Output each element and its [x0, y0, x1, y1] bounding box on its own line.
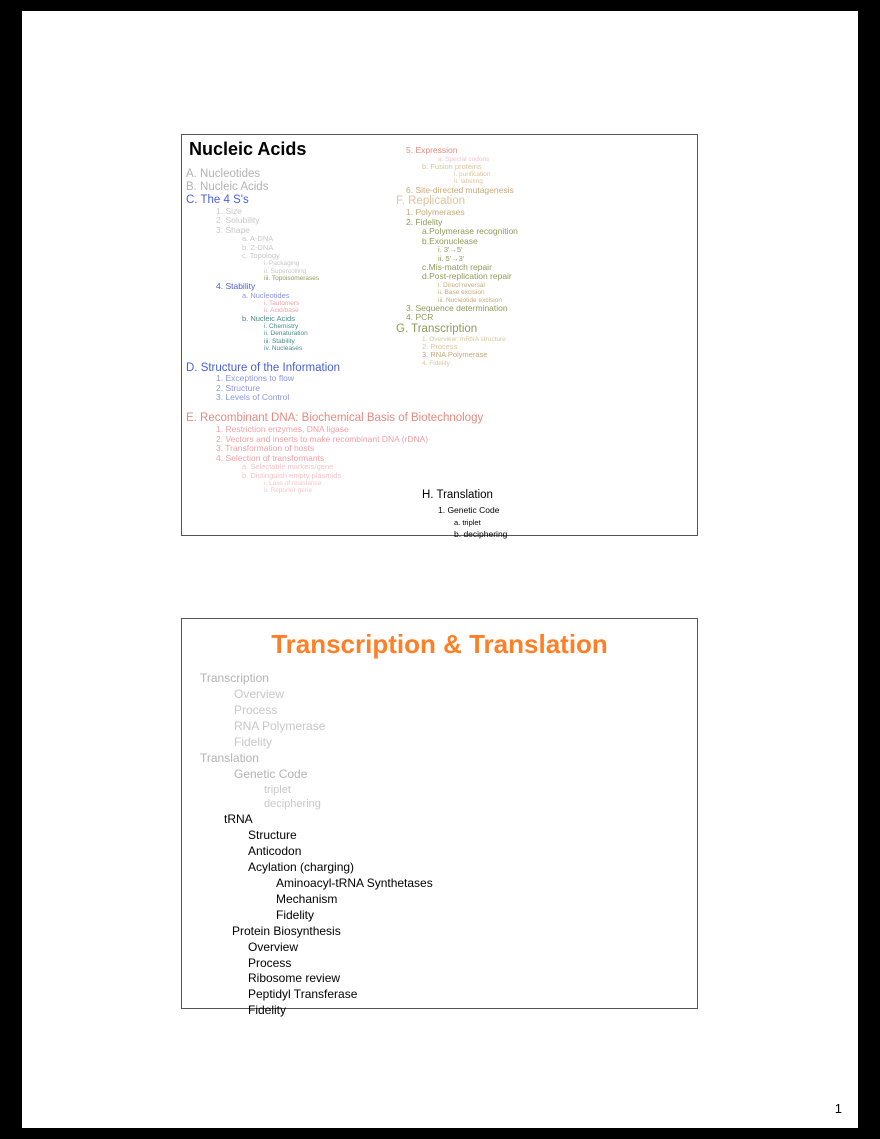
outline-line: 4. Fidelity	[422, 359, 450, 367]
outline-line: 2. Solubility	[216, 215, 260, 226]
outline-line: G. Transcription	[396, 322, 478, 335]
outline-line: Mechanism	[276, 891, 338, 906]
outline-line: H. Translation	[422, 489, 493, 501]
outline-line: 4. PCR	[406, 312, 434, 323]
outline-line: iii. Topoisomerases	[264, 274, 320, 282]
outline-line: iv. Nucleases	[264, 344, 303, 352]
outline-line: b. Nucleic Acids	[242, 313, 295, 323]
outline-line: 4. Stability	[216, 281, 256, 292]
outline-line: 1. Overview: mRNA structure	[422, 335, 506, 343]
outline-line: i. purification	[454, 171, 491, 179]
outline-line: Fidelity	[248, 1003, 287, 1018]
outline-line: ii. Denaturation	[264, 330, 308, 338]
outline-line	[186, 403, 436, 413]
outline-line: Protein Biosynthesis	[232, 923, 341, 938]
outline-line: Genetic Code	[234, 766, 308, 781]
outline-line: E. Recombinant DNA: Biochemical Basis of Biotechnology	[186, 412, 484, 425]
outline-line: 3. Sequence determination	[406, 302, 508, 313]
outline-line: ii. labeling	[454, 178, 483, 186]
outline-line: Translation	[200, 750, 259, 765]
slide1-bottom-outline	[392, 487, 697, 541]
outline-line: Overview	[248, 939, 299, 954]
outline-line: i. Loss of resistance	[264, 480, 322, 488]
outline-line: a.Polymerase recognition	[422, 226, 518, 237]
outline-line: iii. Stability	[264, 337, 295, 345]
outline-line: 1. Restriction enzymes, DNA ligase	[216, 424, 349, 435]
outline-line: b. Distinguish empty plasmids	[242, 470, 342, 480]
outline-line: Aminoacyl-tRNA Synthetases	[276, 875, 433, 890]
outline-line: 6. Site-directed mutagenesis	[406, 184, 514, 195]
outline-line: 3. Levels of Control	[216, 392, 290, 403]
outline-line: 1. Exceptions to flow	[216, 373, 294, 384]
outline-line: 2. Fidelity	[406, 216, 443, 227]
outline-line: ii. Reporter gene	[264, 487, 313, 495]
outline-line: d.Post-replication repair	[422, 271, 512, 282]
slide2-title: Transcription & Translation	[271, 629, 608, 659]
outline-line: 5. Expression	[406, 145, 458, 155]
outline-line: 2. Process	[422, 341, 458, 351]
outline-line: D. Structure of the Information	[186, 361, 341, 374]
outline-line: Anticodon	[248, 843, 302, 858]
outline-line: Structure	[248, 827, 297, 842]
outline-line: i. Tautomers	[264, 300, 300, 308]
outline-line: 1. Size	[216, 205, 242, 216]
outline-line: ii. 5'→3'	[438, 253, 465, 263]
outline-line: ii. Base excision	[438, 289, 485, 297]
outline-line: b. Z-DNA	[242, 242, 274, 252]
outline-line: Ribosome review	[248, 971, 341, 986]
outline-line: Process	[234, 702, 278, 717]
outline-line: b. Fusion proteins	[422, 161, 482, 171]
outline-line: a. Special codons	[438, 155, 490, 163]
outline-line: F. Replication	[396, 195, 466, 208]
outline-line: deciphering	[264, 798, 321, 811]
slide-nucleic-acids	[181, 134, 698, 540]
outline-line: Acylation (charging)	[248, 859, 355, 874]
outline-line: ii. Acid/base	[264, 307, 299, 315]
outline-line: 3. Shape	[216, 224, 251, 235]
slide1-title: Nucleic Acids	[189, 139, 307, 159]
outline-line: ii. Supercoiling	[264, 267, 307, 275]
outline-line: Process	[248, 955, 292, 970]
outline-line: 2. Vectors and inserts to make recombinant DNA (rDNA)	[216, 433, 429, 444]
outline-line: a. Selectable markers/gene	[242, 462, 334, 472]
outline-line: c. Topology	[242, 250, 280, 260]
outline-line: Fidelity	[234, 734, 273, 749]
slide2-outline	[196, 671, 686, 1019]
outline-line: C. The 4 S's	[186, 193, 249, 206]
outline-line: 1. Polymerases	[406, 207, 465, 218]
outline-line: 3. RNA Polymerase	[422, 350, 488, 360]
outline-line: a. Nucleotides	[242, 290, 290, 300]
outline-line: i. Packaging	[264, 260, 300, 268]
outline-line: iii. Nucleotide excision	[438, 296, 502, 304]
outline-line: a. A-DNA	[242, 234, 274, 244]
outline-line: 4. Selection of transformants	[216, 452, 325, 463]
outline-line: Transcription	[200, 671, 269, 685]
outline-line: triplet	[264, 783, 291, 796]
outline-line: B. Nucleic Acids	[186, 180, 269, 193]
outline-line: 1. Genetic Code	[438, 505, 500, 516]
outline-line: a. triplet	[454, 518, 481, 527]
outline-line: i. 3'→5'	[438, 245, 463, 255]
outline-line: Overview	[234, 686, 285, 701]
outline-line: i. Direct reversal	[438, 281, 485, 289]
outline-line: b.Exonuclease	[422, 235, 478, 246]
outline-line: b. deciphering	[454, 529, 508, 540]
outline-line: 2. Structure	[216, 382, 260, 393]
outline-line: A. Nucleotides	[186, 168, 261, 180]
outline-line: tRNA	[224, 811, 253, 826]
slide-transcription-translation	[181, 618, 698, 1018]
slide1-right-outline	[392, 146, 697, 367]
outline-line: i. Chemistry	[264, 322, 299, 330]
document-page	[22, 11, 858, 1128]
outline-line: c.Mis-match repair	[422, 261, 492, 272]
outline-line: Peptidyl Transferase	[248, 987, 358, 1002]
outline-line: RNA Polymerase	[234, 718, 326, 733]
outline-line: 3. Transformation of hosts	[216, 443, 315, 454]
page-number: 1	[834, 1101, 842, 1116]
outline-line: Fidelity	[276, 907, 315, 922]
